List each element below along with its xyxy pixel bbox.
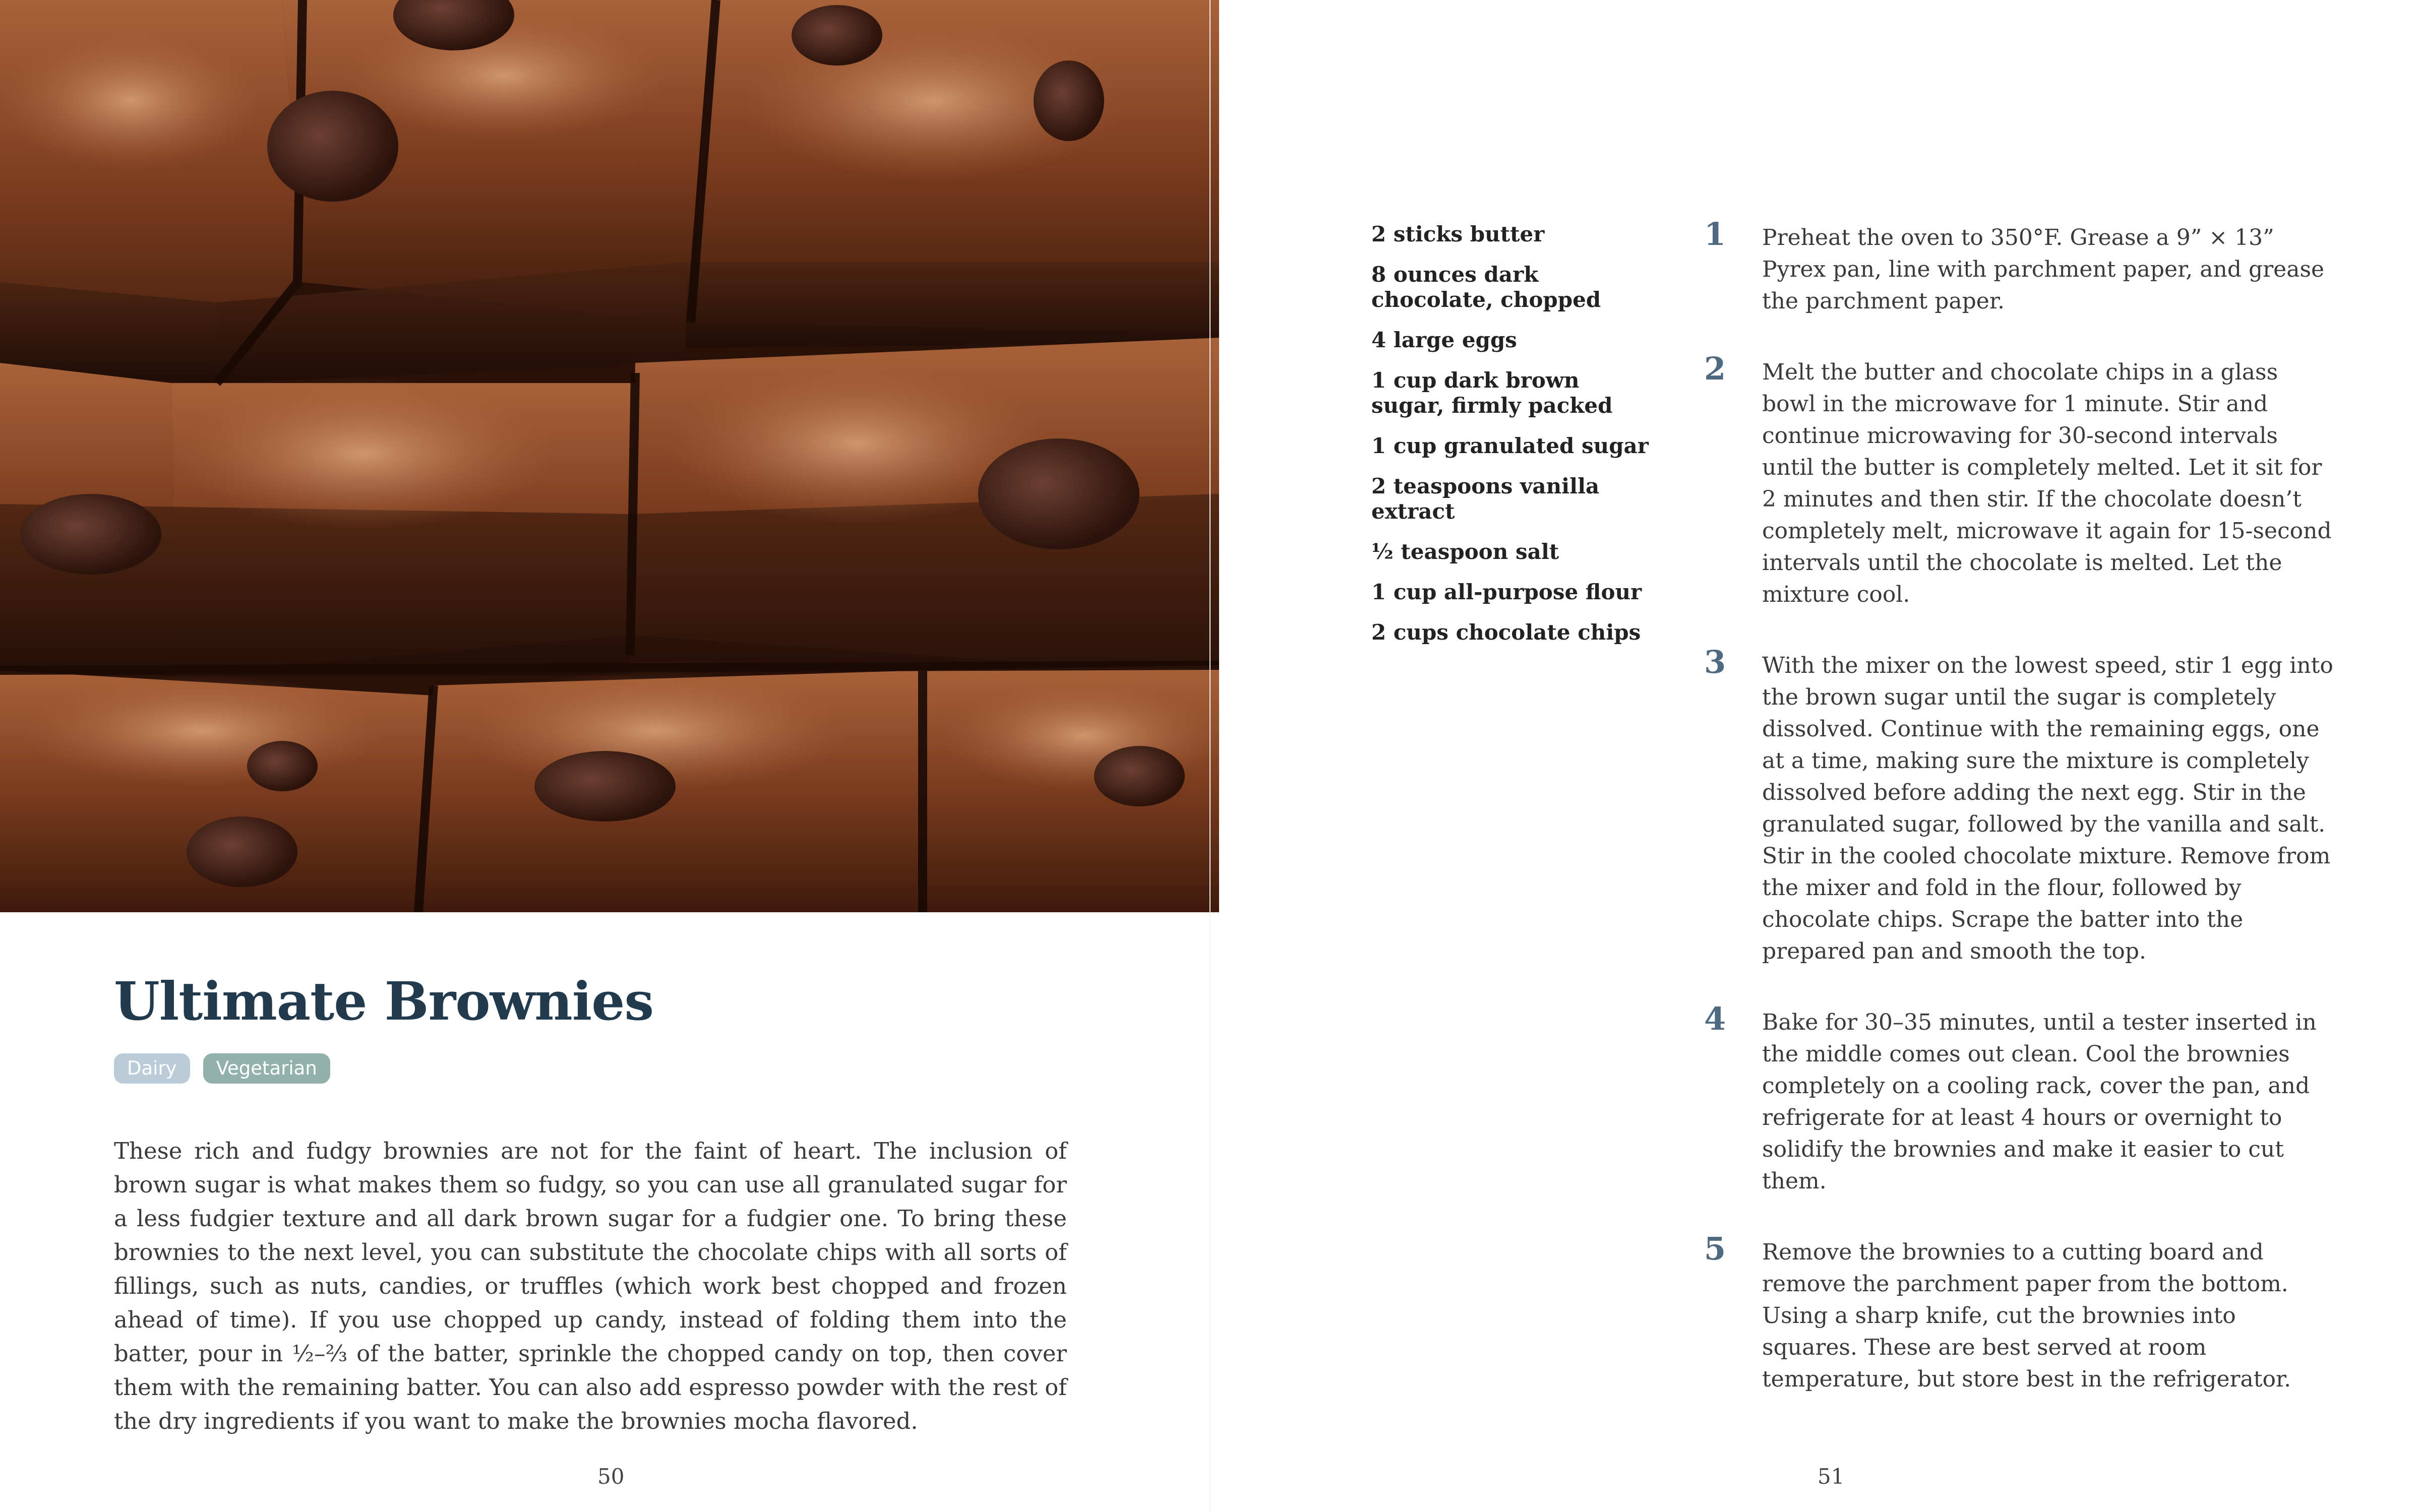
brownies-photo (0, 0, 1219, 912)
recipe-intro: These rich and fudgy brownies are not for the faint of heart. The inclusion of brown sugar is what makes them so fudgy, so you can use all granulated sugar for a less fudgier texture and all dark brown sugar for a fudgier one. To bring these brownies to the next level, you can substitute the chocolate chips with all sorts of fillings, such as nuts, candies, or truffles (which work best chopped and frozen ahead of time). If you use chopped up candy, instead of folding them into the batter, pour in ½–⅔ of the batter, sprinkle the chopped candy on top, then cover them with the remaining batter. You can also add espresso powder with the rest of the dry ingredients if you want to make the brownies mocha flavored. (114, 1138, 1067, 1434)
ingredient-item: 1 cup granulated sugar (1371, 433, 1649, 458)
step-number: 4 (1704, 1000, 1726, 1037)
step-text: Bake for 30–35 minutes, until a tester inserted in the middle comes out clean. Cool the brownies completely on a cooling rack, cover the pan, and refrigerate for at least 4 hours or overnight to solidify the brownies and make it easier to cut them. (1762, 1010, 2317, 1194)
ingredient-item: 1 cup all-purpose flour (1371, 580, 1642, 604)
step-text: Melt the butter and chocolate chips in a glass bowl in the microwave for 1 minute. Stir and continue microwaving for 30-second intervals until the butter is completely melted. Let it sit for 2 minutes and then stir. If the chocolate doesn’t completely melt, microwave it again for 15-second intervals until the chocolate is melted. Let the mixture cool. (1762, 359, 2332, 607)
ingredient-list (1371, 222, 1654, 660)
step-item (1704, 644, 2334, 967)
step-item (1704, 350, 2334, 610)
tag-vegetarian[interactable]: Vegetarian (203, 1053, 330, 1084)
recipe-tags (114, 1053, 330, 1084)
step-number: 5 (1704, 1230, 1726, 1267)
step-number: 3 (1704, 644, 1726, 680)
step-item (1704, 216, 2334, 317)
ingredient-item: 4 large eggs (1371, 328, 1517, 352)
tag-dairy[interactable]: Dairy (114, 1053, 190, 1084)
step-number: 1 (1704, 216, 1726, 253)
ingredient-item: 1 cup dark brown sugar, firmly packed (1371, 368, 1613, 418)
step-text: With the mixer on the lowest speed, stir 1 egg into the brown sugar until the sugar is completely dissolved. Continue with the remaining eggs, one at a time, making sure the mixture is completely dissolved before adding the next egg. Stir in the granulated sugar, followed by the vanilla and salt. Stir in the cooled chocolate mixture. Remove from the mixer and fold in the flour, followed by chocolate chips. Scrape the batter into the prepared pan and smooth the top. (1762, 653, 2333, 964)
instruction-steps (1704, 216, 2334, 1434)
page-number-left: 50 (597, 1464, 625, 1489)
page-number-right: 51 (1818, 1464, 1845, 1489)
step-number: 2 (1704, 350, 1726, 387)
step-text: Remove the brownies to a cutting board and remove the parchment paper from the bottom. Using a sharp knife, cut the brownies into squares. These are best served at room temperature, but store best in the refrigerator. (1762, 1239, 2291, 1392)
step-item (1704, 1000, 2334, 1197)
right-page (1210, 0, 2420, 1512)
ingredient-item: 8 ounces dark chocolate, chopped (1371, 262, 1601, 312)
recipe-title: Ultimate Brownies (114, 970, 654, 1032)
step-item (1704, 1230, 2334, 1395)
ingredient-item: 2 sticks butter (1371, 222, 1545, 246)
step-text: Preheat the oven to 350°F. Grease a 9” × 13” Pyrex pan, line with parchment paper, and grease the parchment paper. (1762, 225, 2325, 314)
ingredient-item: 2 cups chocolate chips (1371, 620, 1641, 645)
ingredient-item: ½ teaspoon salt (1371, 539, 1559, 564)
ingredient-item: 2 teaspoons vanilla extract (1371, 474, 1600, 524)
